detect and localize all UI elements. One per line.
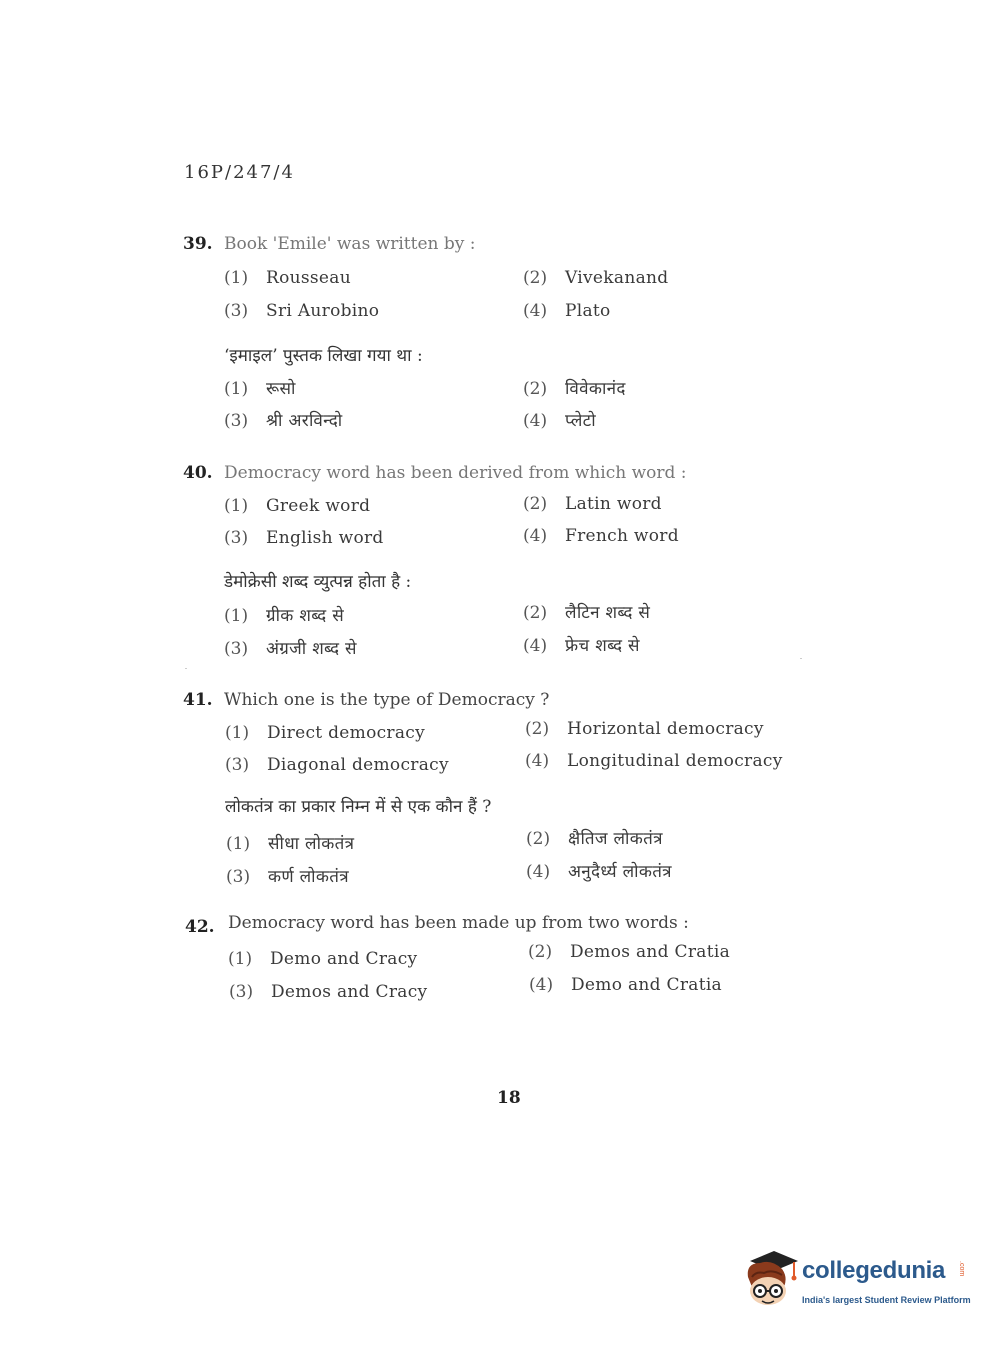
question-text-hi: ‘इमाइल’ पुस्तक लिखा गया था :: [224, 346, 423, 366]
option-hi-1: [224, 603, 344, 626]
option-number: (1): [224, 379, 249, 399]
option-number: (2): [525, 719, 550, 739]
option-en-3: [224, 528, 384, 548]
option-hi-4: [523, 408, 596, 431]
option-label: विवेकानंद: [565, 379, 626, 399]
option-label: Demo and Cratia: [571, 975, 722, 995]
option-number: (1): [225, 723, 250, 743]
question-number: 41.: [183, 690, 213, 710]
question-text-en: Book 'Emile' was written by :: [224, 234, 476, 254]
option-label: Demos and Cracy: [271, 982, 428, 1002]
option-label: ग्रीक शब्द से: [266, 606, 344, 626]
paper-code: 16P/247/4: [184, 162, 295, 183]
logo-tagline: India's largest Student Review Platform: [802, 1295, 971, 1305]
option-en-4: [529, 975, 722, 995]
option-hi-4: [526, 859, 672, 882]
option-number: (3): [224, 528, 249, 548]
option-number: (4): [529, 975, 554, 995]
option-number: (3): [226, 867, 251, 887]
option-number: (2): [523, 603, 548, 623]
option-label: Rousseau: [266, 268, 351, 288]
option-en-4: [523, 301, 611, 321]
option-hi-3: [224, 408, 342, 431]
option-number: (1): [224, 606, 249, 626]
student-mascot-icon: [742, 1247, 798, 1309]
option-number: (2): [528, 942, 553, 962]
option-number: (4): [525, 751, 550, 771]
option-number: (3): [224, 639, 249, 659]
option-label: Demos and Cratia: [570, 942, 731, 962]
option-number: (1): [224, 496, 249, 516]
option-number: (4): [523, 526, 548, 546]
option-label: सीधा लोकतंत्र: [268, 834, 355, 854]
option-en-2: [523, 494, 662, 514]
option-number: (3): [224, 301, 249, 321]
option-number: (2): [523, 494, 548, 514]
option-label: कर्ण लोकतंत्र: [268, 867, 349, 887]
option-hi-2: [523, 600, 650, 623]
option-number: (1): [226, 834, 251, 854]
option-hi-3: [226, 864, 349, 887]
option-number: (4): [523, 636, 548, 656]
question-text-en: Democracy word has been made up from two words :: [228, 913, 689, 933]
option-label: फ्रेच शब्द से: [565, 636, 640, 656]
option-hi-4: [523, 633, 640, 656]
scan-speck: [800, 658, 802, 659]
option-label: French word: [565, 526, 679, 546]
option-label: Sri Aurobino: [266, 301, 380, 321]
option-label: English word: [266, 528, 384, 548]
collegedunia-logo: [742, 1247, 972, 1317]
question-text-hi: लोकतंत्र का प्रकार निम्न में से एक कौन हैं ?: [225, 797, 492, 817]
page-number: 18: [497, 1088, 521, 1108]
option-label: क्षैतिज लोकतंत्र: [568, 829, 663, 849]
question-text-en: Democracy word has been derived from which word :: [224, 463, 687, 483]
option-label: लैटिन शब्द से: [565, 603, 651, 623]
option-label: Plato: [565, 301, 611, 321]
option-en-2: [528, 942, 730, 962]
option-label: अनुदैर्ध्य लोकतंत्र: [568, 862, 672, 882]
option-en-1: [224, 268, 351, 288]
question-number: 42.: [185, 917, 215, 937]
option-label: श्री अरविन्दो: [266, 411, 343, 431]
option-label: रूसो: [266, 379, 296, 399]
option-en-2: [523, 268, 668, 288]
option-number: (4): [523, 301, 548, 321]
option-en-3: [229, 982, 427, 1002]
logo-domain-suffix: .com: [958, 1261, 965, 1277]
option-hi-2: [523, 376, 626, 399]
option-hi-2: [526, 826, 663, 849]
option-number: (1): [224, 268, 249, 288]
option-label: प्लेटो: [565, 411, 596, 431]
question-text-en: Which one is the type of Democracy ?: [224, 690, 550, 710]
option-label: Longitudinal democracy: [567, 751, 783, 771]
option-en-4: [525, 751, 783, 771]
option-en-4: [523, 526, 679, 546]
scan-speck: [185, 668, 187, 669]
option-label: Latin word: [565, 494, 662, 514]
option-hi-3: [224, 636, 357, 659]
option-number: (2): [523, 268, 548, 288]
option-hi-1: [226, 831, 354, 854]
option-number: (4): [526, 862, 551, 882]
option-label: अंग्रजी शब्द से: [266, 639, 357, 659]
option-en-1: [228, 949, 417, 969]
option-label: Demo and Cracy: [270, 949, 418, 969]
option-en-3: [224, 301, 379, 321]
option-number: (1): [228, 949, 253, 969]
logo-wordmark: collegedunia: [802, 1257, 946, 1284]
option-en-3: [225, 755, 449, 775]
option-number: (2): [526, 829, 551, 849]
option-number: (3): [225, 755, 250, 775]
option-en-2: [525, 719, 764, 739]
option-label: Greek word: [266, 496, 371, 516]
question-text-hi: डेमोक्रेसी शब्द व्युत्पन्न होता है :: [224, 572, 412, 592]
question-number: 40.: [183, 463, 213, 483]
option-number: (2): [523, 379, 548, 399]
option-en-1: [224, 496, 370, 516]
option-label: Vivekanand: [565, 268, 669, 288]
question-number: 39.: [183, 234, 213, 254]
option-label: Direct democracy: [267, 723, 426, 743]
option-number: (3): [224, 411, 249, 431]
option-label: Horizontal democracy: [567, 719, 764, 739]
option-number: (3): [229, 982, 254, 1002]
option-label: Diagonal democracy: [267, 755, 449, 775]
option-number: (4): [523, 411, 548, 431]
option-en-1: [225, 723, 425, 743]
option-hi-1: [224, 376, 296, 399]
